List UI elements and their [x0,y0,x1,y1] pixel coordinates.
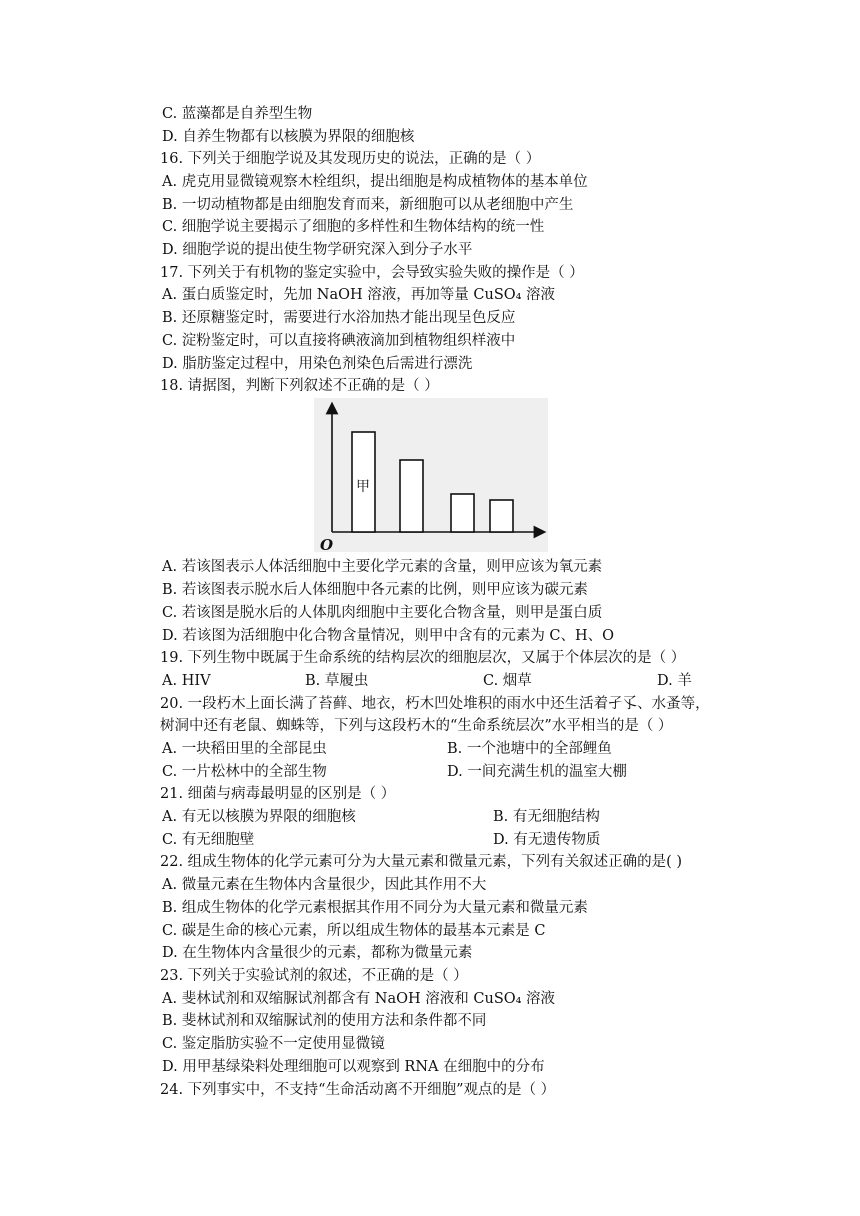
q24-stem: 24. 下列事实中，不支持“生命活动离不开细胞”观点的是（ ） [160,1082,556,1098]
q17-option-b: B. 还原糖鉴定时，需要进行水浴加热才能出现呈色反应 [162,310,516,326]
q23-option-c: C. 鉴定脂肪实验不一定使用显微镜 [162,1036,385,1052]
q18-option-b: B. 若该图表示脱水后人体细胞中各元素的比例，则甲应该为碳元素 [162,582,588,598]
q21-stem: 21. 细菌与病毒最明显的区别是（ ） [160,786,396,802]
q18-option-a: A. 若该图表示人体活细胞中主要化学元素的含量，则甲应该为氧元素 [162,559,603,575]
q22-option-c: C. 碳是生命的核心元素，所以组成生物体的最基本元素是 C [162,923,546,939]
q23-stem: 23. 下列关于实验试剂的叙述，不正确的是（ ） [160,968,468,984]
bar-3 [451,494,474,532]
q22-option-d: D. 在生物体内含量很少的元素，都称为微量元素 [162,945,473,961]
q21-option-d: D. 有无遗传物质 [493,832,601,848]
origin-label: O [320,536,334,552]
q21-option-a: A. 有无以核膜为界限的细胞核 [162,809,356,825]
q19-option-c: C. 烟草 [483,673,532,689]
bar-4 [490,500,513,532]
q21-option-b: B. 有无细胞结构 [493,809,600,825]
q20-option-b: B. 一个池塘中的全部鲤鱼 [447,741,612,757]
q20-stem-line1: 20. 一段朽木上面长满了苔藓、地衣，朽木凹处堆积的雨水中还生活着孑孓、水蚤等， [160,696,710,712]
q18-option-c: C. 若该图是脱水后的人体肌肉细胞中主要化合物含量，则甲是蛋白质 [162,605,603,621]
q17-option-a: A. 蛋白质鉴定时，先加 NaOH 溶液，再加等量 CuSO₄ 溶液 [162,287,556,303]
bar-2 [400,460,423,532]
q16-option-d: D. 细胞学说的提出使生物学研究深入到分子水平 [162,242,473,258]
q18-bar-figure [314,398,548,552]
q18-bar-chart [314,398,548,552]
q16-stem: 16. 下列关于细胞学说及其发现历史的说法，正确的是（ ） [160,151,541,167]
q20-option-d: D. 一间充满生机的温室大棚 [447,764,627,780]
q19-stem: 19. 下列生物中既属于生命系统的结构层次的细胞层次，又属于个体层次的是（ ） [160,650,686,666]
q19-option-a: A. HIV [162,673,211,689]
q17-option-c: C. 淀粉鉴定时，可以直接将碘液滴加到植物组织样液中 [162,333,516,349]
q19-option-d: D. 羊 [657,673,692,689]
q20-option-a: A. 一块稻田里的全部昆虫 [162,741,327,757]
q17-option-d: D. 脂肪鉴定过程中，用染色剂染色后需进行漂洗 [162,356,473,372]
q15-option-d: D. 自养生物都有以核膜为界限的细胞核 [162,129,415,145]
q17-stem: 17. 下列关于有机物的鉴定实验中，会导致实验失败的操作是（ ） [160,265,584,281]
q20-stem-line2: 树洞中还有老鼠、蜘蛛等，下列与这段朽木的“生命系统层次”水平相当的是（ ） [160,718,673,734]
q23-option-d: D. 用甲基绿染料处理细胞可以观察到 RNA 在细胞中的分布 [162,1059,545,1075]
q16-option-b: B. 一切动植物都是由细胞发育而来，新细胞可以从老细胞中产生 [162,197,574,213]
q16-option-a: A. 虎克用显微镜观察木栓组织，提出细胞是构成植物体的基本单位 [162,174,588,190]
q22-stem: 22. 组成生物体的化学元素可分为大量元素和微量元素，下列有关叙述正确的是( ) [160,854,683,870]
q21-option-c: C. 有无细胞壁 [162,832,255,848]
q20-option-c: C. 一片松林中的全部生物 [162,764,327,780]
q18-stem: 18. 请据图，判断下列叙述不正确的是（ ） [160,378,439,394]
q16-option-c: C. 细胞学说主要揭示了细胞的多样性和生物体结构的统一性 [162,219,545,235]
q19-option-b: B. 草履虫 [305,673,369,689]
q15-option-c: C. 蓝藻都是自养型生物 [162,106,313,122]
q22-option-a: A. 微量元素在生物体内含量很少，因此其作用不大 [162,877,487,893]
q23-option-b: B. 斐林试剂和双缩脲试剂的使用方法和条件都不同 [162,1013,487,1029]
q22-option-b: B. 组成生物体的化学元素根据其作用不同分为大量元素和微量元素 [162,900,588,916]
q23-option-a: A. 斐林试剂和双缩脲试剂都含有 NaOH 溶液和 CuSO₄ 溶液 [162,991,556,1007]
bar-label-jia: 甲 [356,479,370,495]
q18-option-d: D. 若该图为活细胞中化合物含量情况，则甲中含有的元素为 C、H、O [162,628,615,644]
